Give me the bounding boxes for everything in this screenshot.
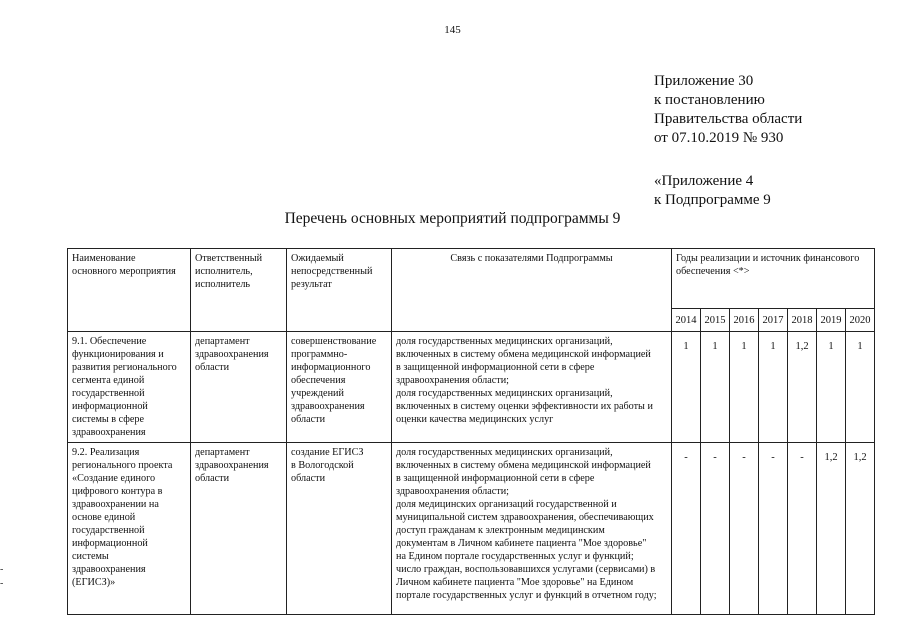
edge-mark: - bbox=[0, 564, 4, 575]
measure-responsible: департамент здравоохранения области bbox=[191, 332, 287, 443]
year-value: 1 bbox=[701, 332, 730, 443]
year-value: - bbox=[701, 443, 730, 615]
year-value: - bbox=[730, 443, 759, 615]
year-header: 2014 bbox=[672, 309, 701, 332]
attachment-line: «Приложение 4 bbox=[654, 173, 754, 189]
attachment-block bbox=[654, 72, 802, 210]
table-row bbox=[68, 443, 875, 615]
table-row bbox=[68, 332, 875, 443]
year-value: 1,2 bbox=[788, 332, 817, 443]
year-value: - bbox=[759, 443, 788, 615]
header-result: Ожидаемый непосредственный результат bbox=[287, 249, 392, 332]
year-value: 1 bbox=[759, 332, 788, 443]
header-name: Наименование основного мероприятия bbox=[68, 249, 191, 332]
year-value: 1,2 bbox=[846, 443, 875, 615]
header-responsible: Ответственный исполнитель, исполнитель bbox=[191, 249, 287, 332]
year-value: - bbox=[672, 443, 701, 615]
measures-table bbox=[67, 248, 875, 615]
measure-responsible: департамент здравоохранения области bbox=[191, 443, 287, 615]
page-number: 145 bbox=[444, 24, 461, 36]
attachment-line: Правительства области bbox=[654, 111, 803, 127]
year-header: 2018 bbox=[788, 309, 817, 332]
edge-mark: - bbox=[0, 578, 4, 589]
year-value: 1,2 bbox=[817, 443, 846, 615]
attachment-line: к постановлению bbox=[654, 92, 765, 108]
year-value: 1 bbox=[817, 332, 846, 443]
year-value: - bbox=[788, 443, 817, 615]
year-header: 2015 bbox=[701, 309, 730, 332]
measure-result: создание ЕГИСЗ в Вологодской области bbox=[287, 443, 392, 615]
measure-link: доля государственных медицинских организаций, включенных в систему обмена медицинской информацией в защищенной информационной сети в сфере здравоохранения области; доля государственных медицинских организаций, включенных в систему оценки эффективности их работы и оценки качества медицинских услуг bbox=[392, 332, 672, 443]
measure-result: совершенствование программно- информационного обеспечения учреждений здравоохранения области bbox=[287, 332, 392, 443]
attachment-line: Приложение 30 bbox=[654, 73, 754, 89]
attachment-line: к Подпрограмме 9 bbox=[654, 192, 771, 208]
header-row bbox=[68, 249, 875, 309]
measure-name: 9.2. Реализация регионального проекта «Создание единого цифрового контура в здравоохранении на основе единой государственной информационной системы здравоохранения (ЕГИСЗ)» bbox=[68, 443, 191, 615]
year-header: 2016 bbox=[730, 309, 759, 332]
document-title: Перечень основных мероприятий подпрограммы 9 bbox=[284, 210, 621, 227]
year-header: 2020 bbox=[846, 309, 875, 332]
year-value: 1 bbox=[846, 332, 875, 443]
year-header: 2019 bbox=[817, 309, 846, 332]
edge-marks bbox=[0, 563, 3, 591]
measure-link: доля государственных медицинских организаций, включенных в систему обмена медицинской информацией в защищенной информационной сети в сфере здравоохранения области; доля медицинских организаций государственной и муниципальной систем здравоохранения, обеспечивающих доступ гражданам к электронным медицинским документам в Личном кабинете пациента "Мое здоровье" на Едином портале государственных услуг и функций; число граждан, воспользовавшихся услугами (сервисами) в Личном кабинете пациента "Мое здоровье" на Едином портале государственных услуг и функций в отчетном году; bbox=[392, 443, 672, 615]
year-header: 2017 bbox=[759, 309, 788, 332]
header-years-group: Годы реализации и источник финансового обеспечения <*> bbox=[672, 249, 875, 309]
attachment-line: от 07.10.2019 № 930 bbox=[654, 130, 784, 146]
measure-name: 9.1. Обеспечение функционирования и развития регионального сегмента единой государственной информационной системы в сфере здравоохранения bbox=[68, 332, 191, 443]
year-value: 1 bbox=[672, 332, 701, 443]
header-link: Связь с показателями Подпрограммы bbox=[392, 249, 672, 332]
year-value: 1 bbox=[730, 332, 759, 443]
